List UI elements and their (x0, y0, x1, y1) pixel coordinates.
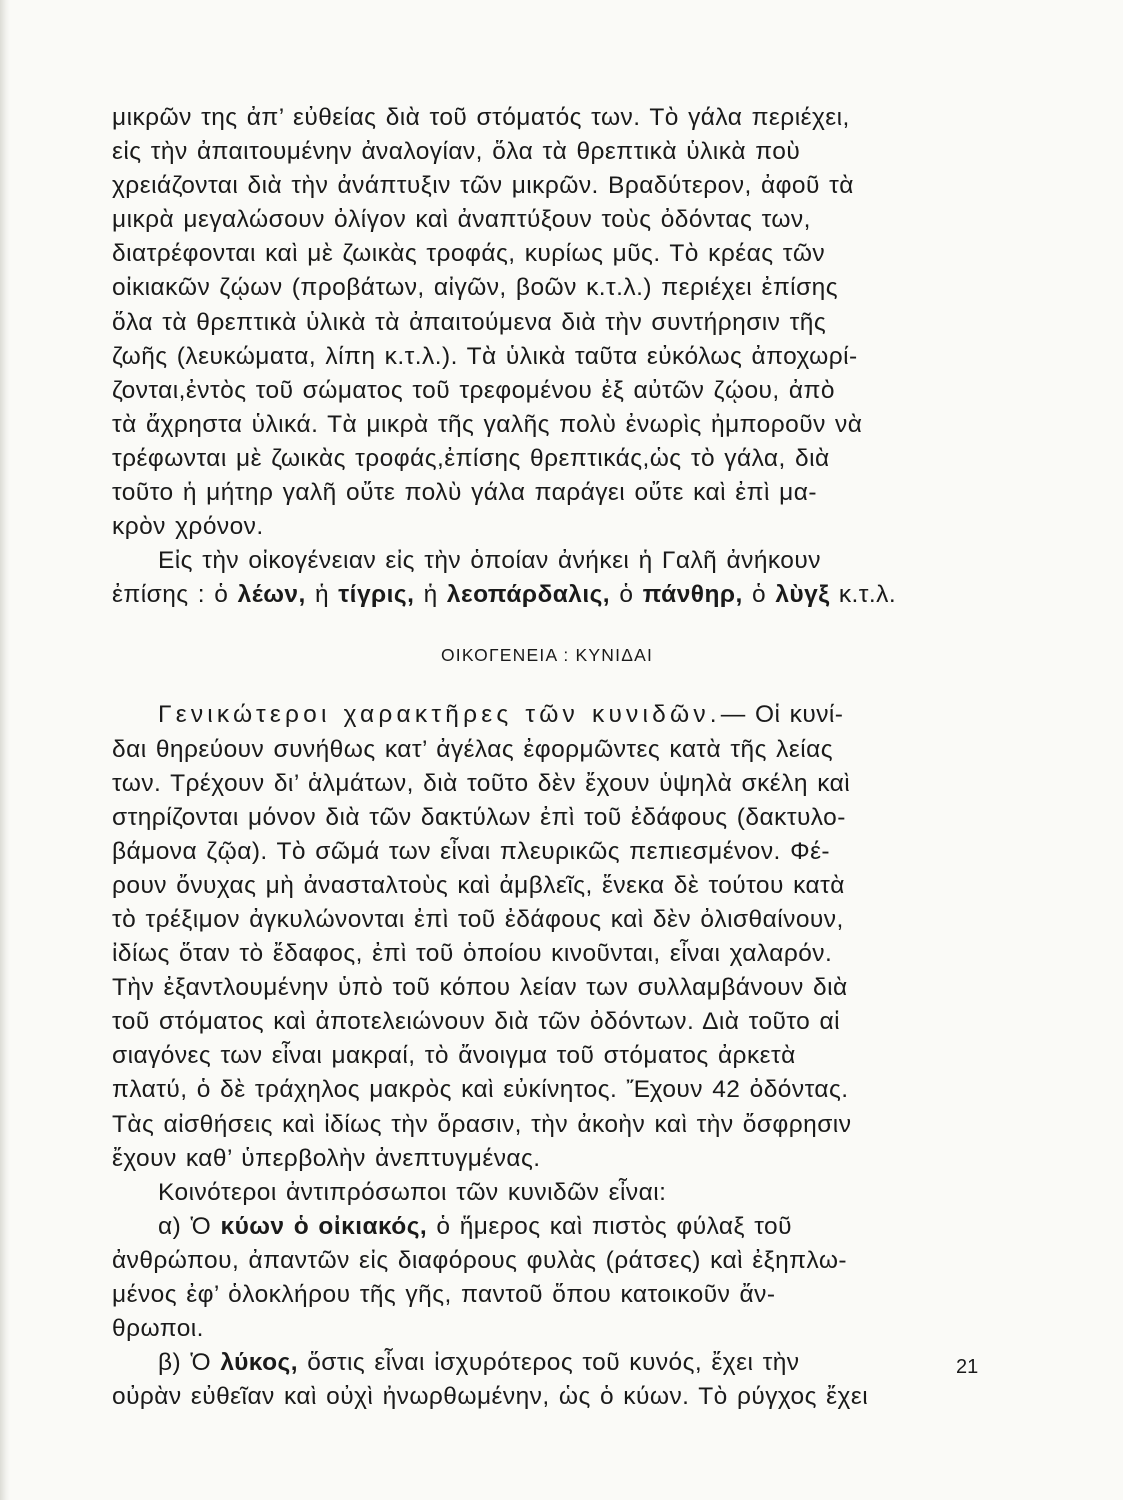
text-line: Τὴν ἐξαντλουμένην ὑπὸ τοῦ κόπου λείαν των συλλαμβάνουν διὰ (112, 974, 848, 1002)
term-panthir: πάνθηρ, (642, 581, 743, 609)
term-kyon: κύων ὁ οἰκιακός, (220, 1212, 428, 1240)
text-line: δαι θηρεύουν συνήθως κατ’ ἀγέλας ἐφορμῶντες κατὰ τῆς λείας (112, 735, 833, 763)
text-line: ζονται,ἐντὸς τοῦ σώματος τοῦ τρεφομένου ἐξ αὐτῶν ζῴου, ἀπὸ (112, 376, 835, 404)
text-line: οἰκιακῶν ζῴων (προβάτων, αἰγῶν, βοῶν κ.τ.λ.) περιέχει ἐπίσης (112, 274, 838, 302)
text-line-intro (112, 698, 982, 732)
text-line: ὅλα τὰ θρεπτικὰ ὑλικὰ τὰ ἀπαιτούμενα διὰ τὴν συντήρησιν τῆς (112, 308, 827, 336)
item-a-rest: ὁ ἥμερος καὶ πιστὸς φύλαξ τοῦ (427, 1212, 792, 1240)
page-number: 21 (956, 1356, 979, 1378)
text-line: μένος ἐφ’ ὁλοκλήρου τῆς γῆς, παντοῦ ὅπου κατοικοῦν ἄν- (112, 1281, 776, 1308)
term-lygx: λὺγξ (775, 581, 830, 609)
text-line: πλατύ, ὁ δὲ τράχηλος μακρὸς καὶ εὐκίνητος. Ἔχουν 42 ὀδόντας. (112, 1076, 849, 1104)
felids-prefix: ἐπίσης : ὁ (112, 581, 238, 609)
term-tigris: τίγρις, (338, 581, 415, 609)
text-line: διατρέφονται καὶ μὲ ζωικὰς τροφάς, κυρίως μῦς. Τὸ κρέας τῶν (112, 240, 826, 268)
text-line: ρουν ὄνυχας μὴ ἀνασταλτοὺς καὶ ἀμβλεῖς, ἕνεκα δὲ τούτου κατὰ (112, 871, 845, 899)
paragraph-item-b (112, 1380, 982, 1414)
text-line-item-b (112, 1346, 982, 1380)
text-line: τοῦ στόματος καὶ ἀποτελειώνουν διὰ τῶν ὀδόντων. Διὰ τοῦτο αἱ (112, 1008, 841, 1036)
text-line: τρέφωνται μὲ ζωικὰς τροφάς,ἐπίσης θρεπτικάς,ὡς τὸ γάλα, διὰ (112, 444, 830, 472)
text-line: σιαγόνες των εἶναι μακραί, τὸ ἄνοιγμα τοῦ στόματος ἀρκετὰ (112, 1042, 796, 1070)
text-line: Τὰς αἰσθήσεις καὶ ἰδίως τὴν ὅρασιν, τὴν ἀκοὴν καὶ τὴν ὄσφρησιν (112, 1110, 852, 1138)
felids-suffix: κ.τ.λ. (829, 581, 897, 609)
text-line: βάμονα ζῷα). Τὸ σῶμά των εἶναι πλευρικῶς πεπιεσμένον. Φέ- (112, 837, 831, 865)
text-line: εἰς τὴν ἀπαιτουμένην ἀναλογίαν, ὅλα τὰ θρεπτικὰ ὑλικὰ ποὺ (112, 138, 801, 166)
page-edge-shadow (0, 0, 10, 1500)
text-line: κρὸν χρόνον. (112, 513, 264, 541)
separator: ὁ (742, 581, 776, 609)
text-line: τὰ ἄχρηστα ὑλικά. Τὰ μικρὰ τῆς γαλῆς πολὺ ἐνωρὶς ἠμποροῦν νὰ (112, 410, 863, 438)
text-line-item-a (112, 1210, 982, 1244)
text-line: τοῦτο ἡ μήτηρ γαλῆ οὔτε πολὺ γάλα παράγει οὔτε καὶ ἐπὶ μα- (112, 479, 817, 507)
text-line: μικρὰ μεγαλώσουν ὀλίγον καὶ ἀναπτύξουν τοὺς ὀδόντας των, (112, 206, 811, 234)
intro-spaced-title: Γενικώτεροι χαρακτῆρες τῶν κυνιδῶν. (158, 701, 721, 729)
item-a-marker: α) Ὁ (158, 1212, 221, 1240)
text-line: ἀνθρώπου, ἀπαντῶν εἰς διαφόρους φυλὰς (ράτσες) καὶ ἐξηπλω- (112, 1246, 848, 1274)
separator: ἡ (305, 581, 339, 609)
text-line: ἰδίως ὅταν τὸ ἔδαφος, ἐπὶ τοῦ ὁποίου κινοῦνται, εἶναι χαλαρόν. (112, 940, 833, 968)
paragraph-galids (112, 101, 982, 578)
text-line: θρωποι. (112, 1315, 204, 1343)
text-line: οὐρὰν εὐθεῖαν καὶ οὐχὶ ἠνωρθωμένην, ὡς ὁ κύων. Τὸ ρύγχος ἔχει (112, 1383, 869, 1411)
paragraph-item-a (112, 1244, 982, 1346)
separator: ὁ (610, 581, 643, 609)
text-line: χρειάζονται διὰ τὴν ἀνάπτυξιν τῶν μικρῶν. Βραδύτερον, ἀφοῦ τὰ (112, 172, 854, 200)
term-leopardalis: λεοπάρδαλις, (446, 581, 611, 609)
text-column (112, 101, 982, 1414)
separator: ἡ (414, 581, 447, 609)
text-line-felids-list (112, 578, 982, 612)
text-line: τὸ τρέξιμον ἀγκυλώνονται ἐπὶ τοῦ ἐδάφους καὶ δὲν ὀλισθαίνουν, (112, 905, 844, 933)
text-line: ζωῆς (λευκώματα, λίπη κ.τ.λ.). Τὰ ὑλικὰ ταῦτα εὐκόλως ἀποχωρί- (112, 342, 858, 370)
text-line: στηρίζονται μόνον διὰ τῶν δακτύλων ἐπὶ τοῦ ἐδάφους (δακτυλο- (112, 803, 846, 831)
item-b-rest: ὅστις εἶναι ἰσχυρότερος τοῦ κυνός, ἔχει τὴν (297, 1349, 800, 1377)
paragraph-canids (112, 733, 982, 1210)
text-line: των. Τρέχουν δι’ ἁλμάτων, διὰ τοῦτο δὲν ἔχουν ὑψηλὰ σκέλη καὶ (112, 769, 851, 797)
section-heading: ΟΙΚΟΓΕΝΕΙΑ : ΚΥΝΙΔΑΙ (440, 645, 654, 666)
term-leon: λέων, (237, 581, 306, 609)
text-line: ἔχουν καθ’ ὑπερβολὴν ἀνεπτυγμένας. (112, 1144, 541, 1172)
item-b-marker: β) Ὁ (158, 1349, 221, 1377)
term-lykos: λύκος, (220, 1349, 298, 1377)
text-line: Εἰς τὴν οἰκογένειαν εἰς τὴν ὁποίαν ἀνήκει ἡ Γαλῆ ἀνήκουν (158, 547, 821, 575)
intro-rest: — Οἱ κυνί- (720, 701, 844, 729)
text-line: Κοινότεροι ἀντιπρόσωποι τῶν κυνιδῶν εἶναι: (158, 1178, 667, 1206)
text-line: μικρῶν της ἀπ’ εὐθείας διὰ τοῦ στόματός των. Τὸ γάλα περιέχει, (112, 104, 850, 131)
